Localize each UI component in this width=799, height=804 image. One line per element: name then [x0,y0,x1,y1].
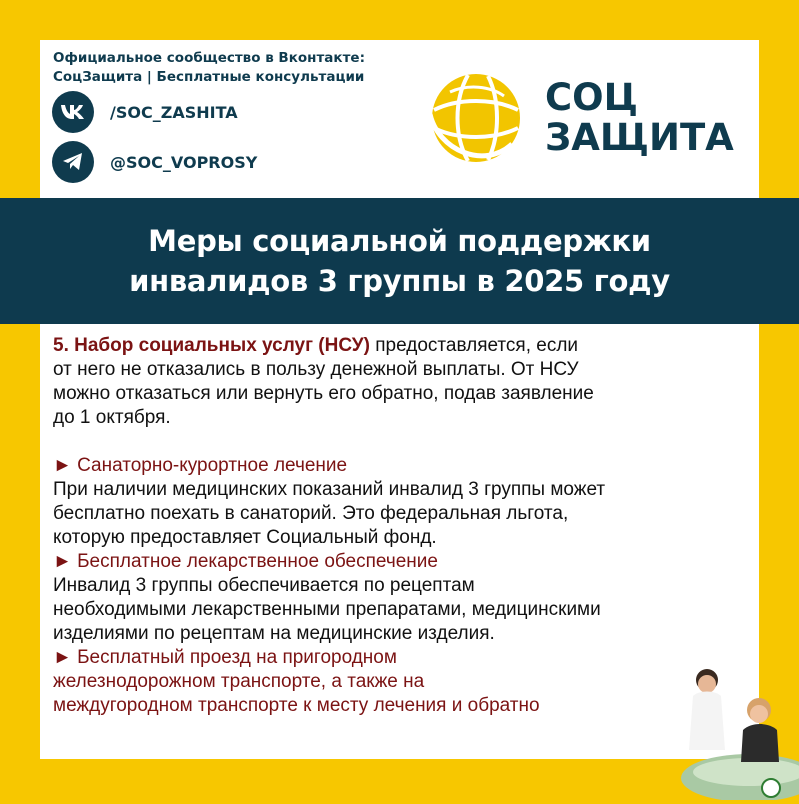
item-heading-medicine: ► Бесплатное лекарственное обеспечение [53,551,438,572]
content-card [40,324,759,759]
community-line-2: СоцЗащита | Бесплатные консультации [53,69,365,85]
title-banner [0,198,799,324]
logo-line-1: СОЦ [545,76,638,119]
telegram-handle: @SOC_VOPROSY [110,152,258,172]
telegram-link[interactable] [52,141,257,183]
item-line: необходимыми лекарственными препаратами, медицинскими [53,599,601,620]
item-heading-transport: железнодорожном транспорте, а также на [53,671,425,692]
title-line-1: Меры социальной поддержки [148,224,651,258]
item-line: изделиями по рецептам на медицинские изделия. [53,623,495,644]
item-line: бесплатно поехать в санаторий. Это федеральная льгота, [53,503,569,524]
vk-icon [52,91,94,133]
lead-label: 5. Набор социальных услуг (НСУ) [53,335,370,356]
lead-line-3: можно отказаться или вернуть его обратно, подав заявление [53,383,594,404]
lead-line-4: до 1 октября. [53,407,171,428]
item-heading-transport: междугородном транспорте к месту лечения и обратно [53,695,540,716]
sanatorium-photo [679,650,799,800]
community-info [53,49,433,87]
vk-link[interactable] [52,91,238,133]
telegram-icon [52,141,94,183]
vk-handle: /SOC_ZASHITA [110,102,238,122]
content-text [53,334,753,718]
header-card [40,40,759,198]
item-heading-sanatorium: ► Санаторно-курортное лечение [53,455,348,476]
logo-text [545,78,734,158]
item-line: которую предоставляет Социальный фонд. [53,527,437,548]
item-line: При наличии медицинских показаний инвалид 3 группы может [53,479,606,500]
lead-line-1-rest: предоставляется, если [369,335,579,356]
lead-line-2: от него не отказались в пользу денежной выплаты. От НСУ [53,359,579,380]
lead-line-1 [53,334,753,358]
title-line-2: инвалидов 3 группы в 2025 году [129,264,670,298]
item-heading-transport: ► Бесплатный проезд на пригородном [53,647,397,668]
globe-logo-icon [428,70,524,166]
logo-line-2: ЗАЩИТА [545,116,734,159]
item-line: Инвалид 3 группы обеспечивается по рецептам [53,575,475,596]
community-line-1: Официальное сообщество в Вконтакте: [53,50,365,66]
spacer [53,430,753,454]
